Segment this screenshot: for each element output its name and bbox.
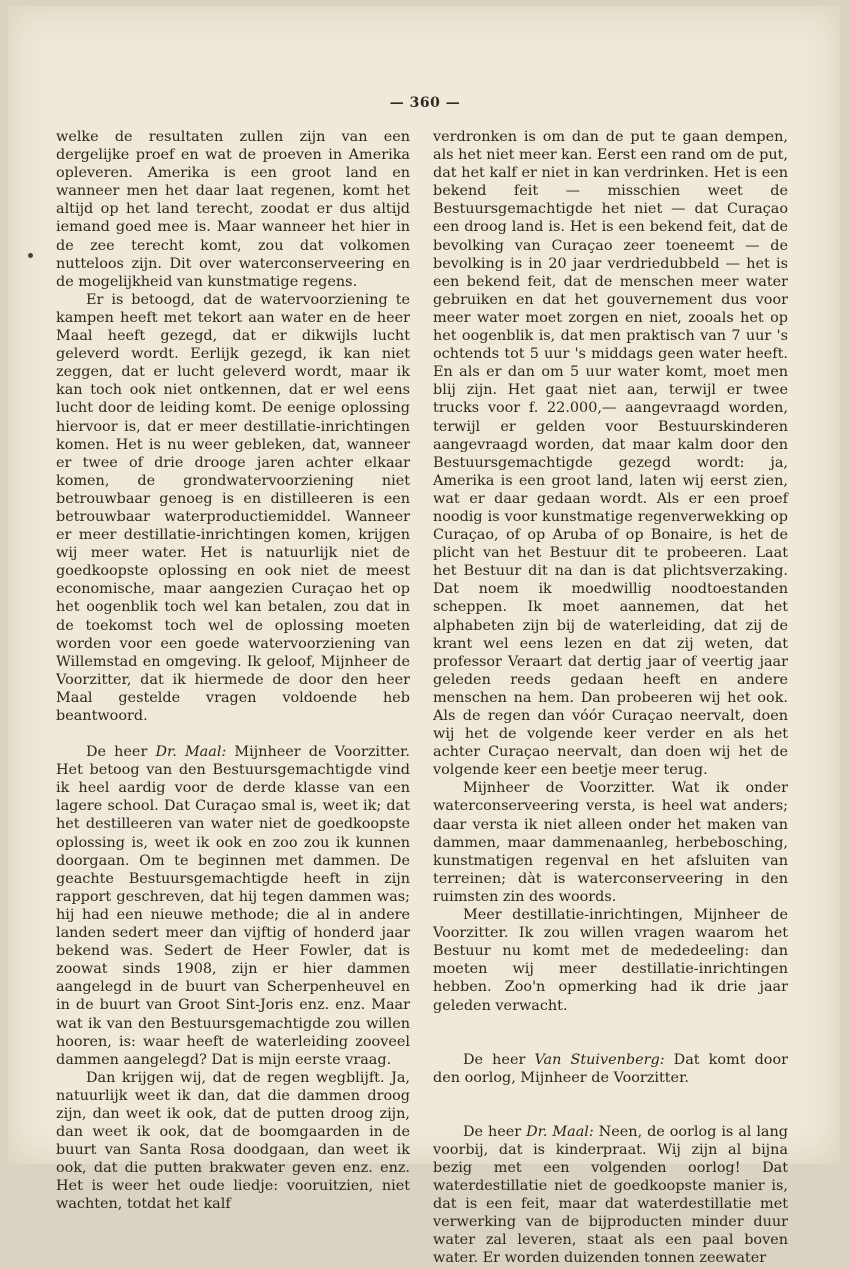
paragraph: verdronken is om dan de put te gaan dempen, als het niet meer kan. Eerst een rand om de put, dat het kalf er niet in kan verdrinken. Het is een bekend feit — misschien weet de Bestuursgemachtigde het niet — dat Curaçao een droog land is. Het is een bekend feit, dat de bevolking van Curaçao zeer toeneemt — de bevolking is in 20 jaar verdriedubbeld — het is een bekend feit, dat de menschen meer water gebruiken en dat het gouvernement dus voor meer water moet zorgen en niet, zooals het op het oogenblik is, dat men praktisch van 7 uur 's ochtends tot 5 uur 's middags geen water heeft. En als er dan om 5 uur water komt, moet men blij zijn. Het gaat niet aan, terwijl er twee trucks voor f. 22.000,— aangevraagd worden, terwijl er gelden voor Bestuurskinderen aangevraagd worden, dat maar kalm door den Bestuursgemachtigde gezegd wordt: ja, Amerika is een groot land, laten wij eerst zien, wat er daar gedaan wordt. Als er een proef noodig is voor kunstmatige regenverwekking op Curaçao, of op Aruba of op Bonaire, is het de plicht van het Bestuur dit te probeeren. Laat het Bestuur dit na dan is dat plichtsverzaking. Dat noem ik moedwillig noodtoestanden scheppen. Ik moet aannemen, dat het alphabeten zijn bij de waterleiding, dat zij de krant wel eens lezen en dat zij weten, dat professor Veraart dat dertig jaar of veertig jaar geleden reeds gedaan heeft en andere menschen na hem. Dan probeeren wij het ook. Als de regen dan vóór Curaçao neervalt, doen wij het de volgende keer verder en als het achter Curaçao neervalt, dan doen wij het de volgende keer een beetje meer terug.: [433, 129, 788, 779]
paragraph: Er is betoogd, dat de watervoorziening te kampen heeft met tekort aan water en de heer Maal heeft gezegd, dat er dikwijls lucht geleverd wordt. Eerlijk gezegd, ik kan niet zeggen, dat er lucht geleverd wordt, maar ik kan toch ook niet ontkennen, dat er wel eens lucht door de leiding komt. De eenige oplossing hiervoor is, dat er meer destillatie-inrichtingen komen. Het is nu weer gebleken, dat, wanneer er twee of drie drooge jaren achter elkaar komen, de grondwatervoorziening niet betrouwbaar genoeg is en distilleeren is een betrouwbaar waterproductiemiddel. Wanneer er meer destillatie-inrichtingen komen, krijgen wij meer water. Het is natuurlijk niet de goedkoopste oplossing en ook niet de meest economische, maar aangezien Curaçao het op het oogenblik toch wel kan betalen, zou dat in de toekomst toch wel de oplossing moeten worden voor een goede watervoorziening van Willemstad en omgeving. Ik geloof, Mijnheer de Voorzitter, dat ik hiermede de door den heer Maal gestelde vragen voldoende heb beantwoord.: [56, 291, 410, 724]
speech-paragraph: [433, 1123, 788, 1268]
speech-text: Dat komt door den oorlog, Mijnheer de Voorzitter.: [433, 1051, 788, 1086]
paragraph: welke de resultaten zullen zijn van een dergelijke proef en wat de proeven in Amerika opleveren. Amerika is een groot land en wanneer men het daar laat regenen, komt het altijd op het land terecht, zoodat er dus altijd iemand goed mee is. Maar wanneer het hier in de zee terecht komt, zou dat volkomen nutteloos zijn. Dit over waterconserveering en de mogelijkheid van kunstmatige regens.: [56, 129, 410, 290]
margin-mark: [28, 253, 33, 258]
speech-text: Mijnheer de Voorzitter. Het betoog van den Bestuursgemachtigde vind ik heel aardig voor de derde klasse van een lagere school. Dat Curaçao smal is, weet ik; dat het destilleeren van water niet de goedkoopste oplossing is, weet ik ook en zoo zou ik kunnen doorgaan. Om te beginnen met dammen. De geachte Bestuursgemachtigde heeft in zijn rapport geschreven, dat hij tegen dammen was; hij had een nieuwe methode; die al in andere landen sedert meer dan vijftig of honderd jaar bekend was. Sedert de Heer Fowler, dat is zoowat sinds 1908, zijn er hier dammen aangelegd in de buurt van Scherpenheuvel en in de buurt van Groot Sint-Joris enz. enz. Maar wat ik van den Bestuursgemachtigde zou willen hooren, is: waar heeft de waterleiding zooveel dammen aangelegd? Dat is mijn eerste vraag.: [56, 744, 410, 1068]
speech-paragraph: [56, 743, 410, 1069]
speaker-name: Dr. Maal:: [155, 744, 227, 761]
page-number: — 360 —: [389, 95, 461, 111]
paragraph-gap: [56, 725, 410, 743]
speaker-prefix: De heer: [86, 744, 156, 761]
paragraph-gap: [433, 1015, 788, 1051]
speaker-prefix: De heer: [463, 1051, 535, 1068]
left-column: [56, 128, 410, 1214]
speaker-name: Dr. Maal:: [526, 1123, 594, 1140]
paragraph-gap: [433, 1087, 788, 1123]
paragraph: Dan krijgen wij, dat de regen wegblijft. Ja, natuurlijk weet ik dan, dat die dammen droog zijn, dan weet ik ook, dat de putten droog zijn, dan weet ik ook, dat de boomgaarden in de buurt van Santa Rosa doodgaan, dan weet ik ook, dat die putten brakwater geven enz. enz. Het is weer het oude liedje: vooruitzien, niet wachten, totdat het kalf: [56, 1069, 410, 1213]
speaker-prefix: De heer: [463, 1123, 527, 1140]
speech-text: Neen, de oorlog is al lang voorbij, dat is kinderpraat. Wij zijn al bijna bezig met een volgenden oorlog! Dat waterdestillatie niet de goedkoopste manier is, dat is een feit, maar dat waterdestillatie met verwerking van de bijproducten minder duur water zal leveren, staat als een paal boven water. Er worden duizenden tonnen zeewater: [433, 1123, 788, 1267]
speaker-name: Van Stuivenberg:: [534, 1051, 665, 1068]
right-column: [433, 128, 788, 1268]
paragraph: Mijnheer de Voorzitter. Wat ik onder waterconserveering versta, is heel wat anders; daar versta ik niet alleen onder het maken van dammen, maar dammenaanleg, herbebosching, kunstmatigen regenval en het afsluiten van terreinen; dàt is waterconserveering in den ruimsten zin des woords.: [433, 780, 788, 905]
paragraph: Meer destillatie-inrichtingen, Mijnheer de Voorzitter. Ik zou willen vragen waarom het Bestuur nu komt met de mededeeling: dan moeten wij meer destillatie-inrichtingen hebben. Zoo'n opmerking had ik drie jaar geleden verwacht.: [433, 907, 788, 1014]
speech-paragraph: [433, 1051, 788, 1087]
